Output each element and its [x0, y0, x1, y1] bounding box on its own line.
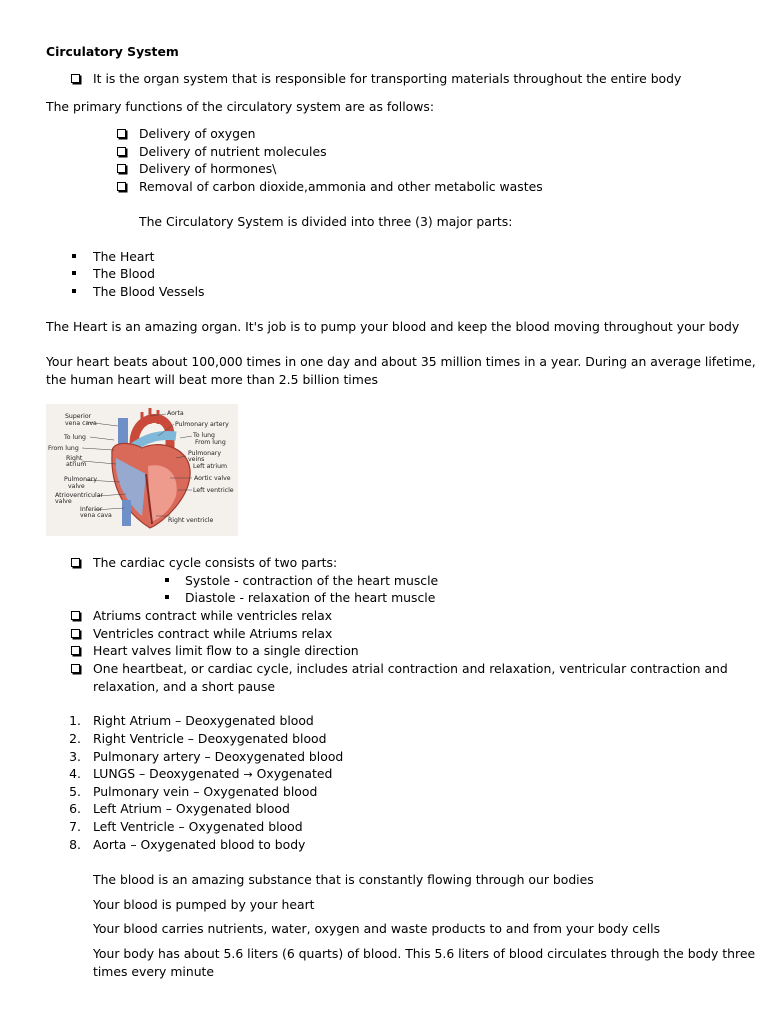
- label-superior-vena-cava: Superior: [65, 413, 92, 420]
- cycle-intro: The cardiac cycle consists of two parts:: [93, 555, 338, 570]
- list-number: 6.: [69, 801, 81, 816]
- label-superior-vena-cava: vena cava: [65, 420, 97, 427]
- checkbox-bullet-icon: [117, 129, 126, 138]
- definition-text: It is the organ system that is responsible for transporting materials throughout the entire body: [93, 71, 682, 86]
- function-item: Removal of carbon dioxide,ammonia and other metabolic wastes: [139, 179, 543, 194]
- list-number: 1.: [69, 713, 81, 728]
- heart-paragraph: The Heart is an amazing organ. It's job is to pump your blood and keep the blood moving throughout your body: [46, 319, 740, 334]
- function-item: Delivery of oxygen: [139, 126, 256, 141]
- label-from-lung: From lung: [48, 445, 79, 452]
- label-aorta: Aorta: [167, 410, 184, 417]
- beats-paragraph-line: Your heart beats about 100,000 times in one day and about 35 million times in a year. During an average lifetime,: [46, 354, 756, 369]
- cycle-fact: relaxation, and a short pause: [93, 679, 275, 694]
- label-aortic-valve: Aortic valve: [194, 475, 231, 482]
- heart-diagram: [46, 404, 238, 536]
- label-from-lung: From lung: [195, 439, 226, 446]
- checkbox-bullet-icon: [71, 664, 80, 673]
- blood-paragraph: times every minute: [93, 964, 215, 979]
- label-left-atrium: Left atrium: [193, 463, 228, 470]
- blood-paragraph: Your blood is pumped by your heart: [93, 897, 315, 912]
- checkbox-bullet-icon: [71, 611, 80, 620]
- label-inferior-vena-cava: Inferior: [80, 506, 103, 513]
- flow-step: [93, 765, 332, 783]
- label-inferior-vena-cava: vena cava: [80, 512, 112, 519]
- label-to-lung: To lung: [193, 432, 215, 439]
- list-number: 3.: [69, 749, 81, 764]
- label-left-ventricle: Left ventricle: [193, 487, 234, 494]
- square-bullet-icon: [72, 271, 76, 275]
- cycle-part: Diastole - relaxation of the heart muscle: [185, 590, 436, 605]
- checkbox-bullet-icon: [117, 182, 126, 191]
- flow-step: Right Atrium – Deoxygenated blood: [93, 713, 314, 728]
- checkbox-bullet-icon: [71, 74, 80, 83]
- parts-intro: The Circulatory System is divided into three (3) major parts:: [139, 214, 513, 229]
- flow-step: Pulmonary vein – Oxygenated blood: [93, 784, 318, 799]
- label-pulmonary-valve: valve: [68, 483, 85, 490]
- blood-paragraph: Your blood carries nutrients, water, oxygen and waste products to and from your body cells: [93, 921, 661, 936]
- right-arrow-icon: →: [243, 768, 253, 781]
- flow-step: Right Ventricle – Deoxygenated blood: [93, 731, 327, 746]
- list-number: 4.: [69, 766, 81, 781]
- square-bullet-icon: [72, 254, 76, 258]
- part-item: The Blood Vessels: [93, 284, 205, 299]
- part-item: The Heart: [93, 249, 155, 264]
- flow-step: Aorta – Oxygenated blood to body: [93, 837, 306, 852]
- cycle-fact: Heart valves limit flow to a single direction: [93, 643, 359, 658]
- list-number: 2.: [69, 731, 81, 746]
- function-item: Delivery of nutrient molecules: [139, 144, 327, 159]
- label-pulmonary-veins: veins: [188, 456, 205, 463]
- label-av-valve: valve: [55, 498, 72, 505]
- list-number: 5.: [69, 784, 81, 799]
- label-av-valve: Atrioventricular: [55, 492, 104, 499]
- checkbox-bullet-icon: [117, 164, 126, 173]
- label-right-atrium: Right: [66, 455, 83, 462]
- functions-intro: The primary functions of the circulatory system are as follows:: [46, 99, 435, 114]
- flow-step: Left Atrium – Oxygenated blood: [93, 801, 290, 816]
- list-number: 8.: [69, 837, 81, 852]
- label-pulmonary-artery: Pulmonary artery: [175, 421, 229, 428]
- square-bullet-icon: [72, 289, 76, 293]
- square-bullet-icon: [165, 595, 169, 599]
- label-to-lung: To lung: [64, 434, 86, 441]
- checkbox-bullet-icon: [71, 646, 80, 655]
- function-item: Delivery of hormones\: [139, 161, 277, 176]
- cycle-fact: Ventricles contract while Atriums relax: [93, 626, 333, 641]
- blood-paragraph: Your body has about 5.6 liters (6 quarts) of blood. This 5.6 liters of blood circulates through the body three: [93, 946, 756, 961]
- list-number: 7.: [69, 819, 81, 834]
- flow-step-text: Oxygenated: [256, 766, 333, 781]
- cycle-part: Systole - contraction of the heart muscle: [185, 573, 439, 588]
- checkbox-bullet-icon: [71, 558, 80, 567]
- label-pulmonary-valve: Pulmonary: [64, 476, 97, 483]
- checkbox-bullet-icon: [71, 629, 80, 638]
- label-pulmonary-veins: Pulmonary: [188, 450, 221, 457]
- part-item: The Blood: [93, 266, 155, 281]
- label-right-ventricle: Right ventricle: [168, 517, 214, 524]
- cycle-fact: Atriums contract while ventricles relax: [93, 608, 333, 623]
- cycle-fact: One heartbeat, or cardiac cycle, includes atrial contraction and relaxation, ventricular contraction and: [93, 661, 728, 676]
- label-right-atrium: atrium: [66, 461, 87, 468]
- flow-step: Left Ventricle – Oxygenated blood: [93, 819, 303, 834]
- document-title: Circulatory System: [46, 44, 179, 59]
- flow-step-text: LUNGS – Deoxygenated: [93, 766, 240, 781]
- blood-paragraph: The blood is an amazing substance that is constantly flowing through our bodies: [93, 872, 594, 887]
- checkbox-bullet-icon: [117, 147, 126, 156]
- square-bullet-icon: [165, 578, 169, 582]
- flow-step: Pulmonary artery – Deoxygenated blood: [93, 749, 344, 764]
- beats-paragraph-line: the human heart will beat more than 2.5 billion times: [46, 372, 378, 387]
